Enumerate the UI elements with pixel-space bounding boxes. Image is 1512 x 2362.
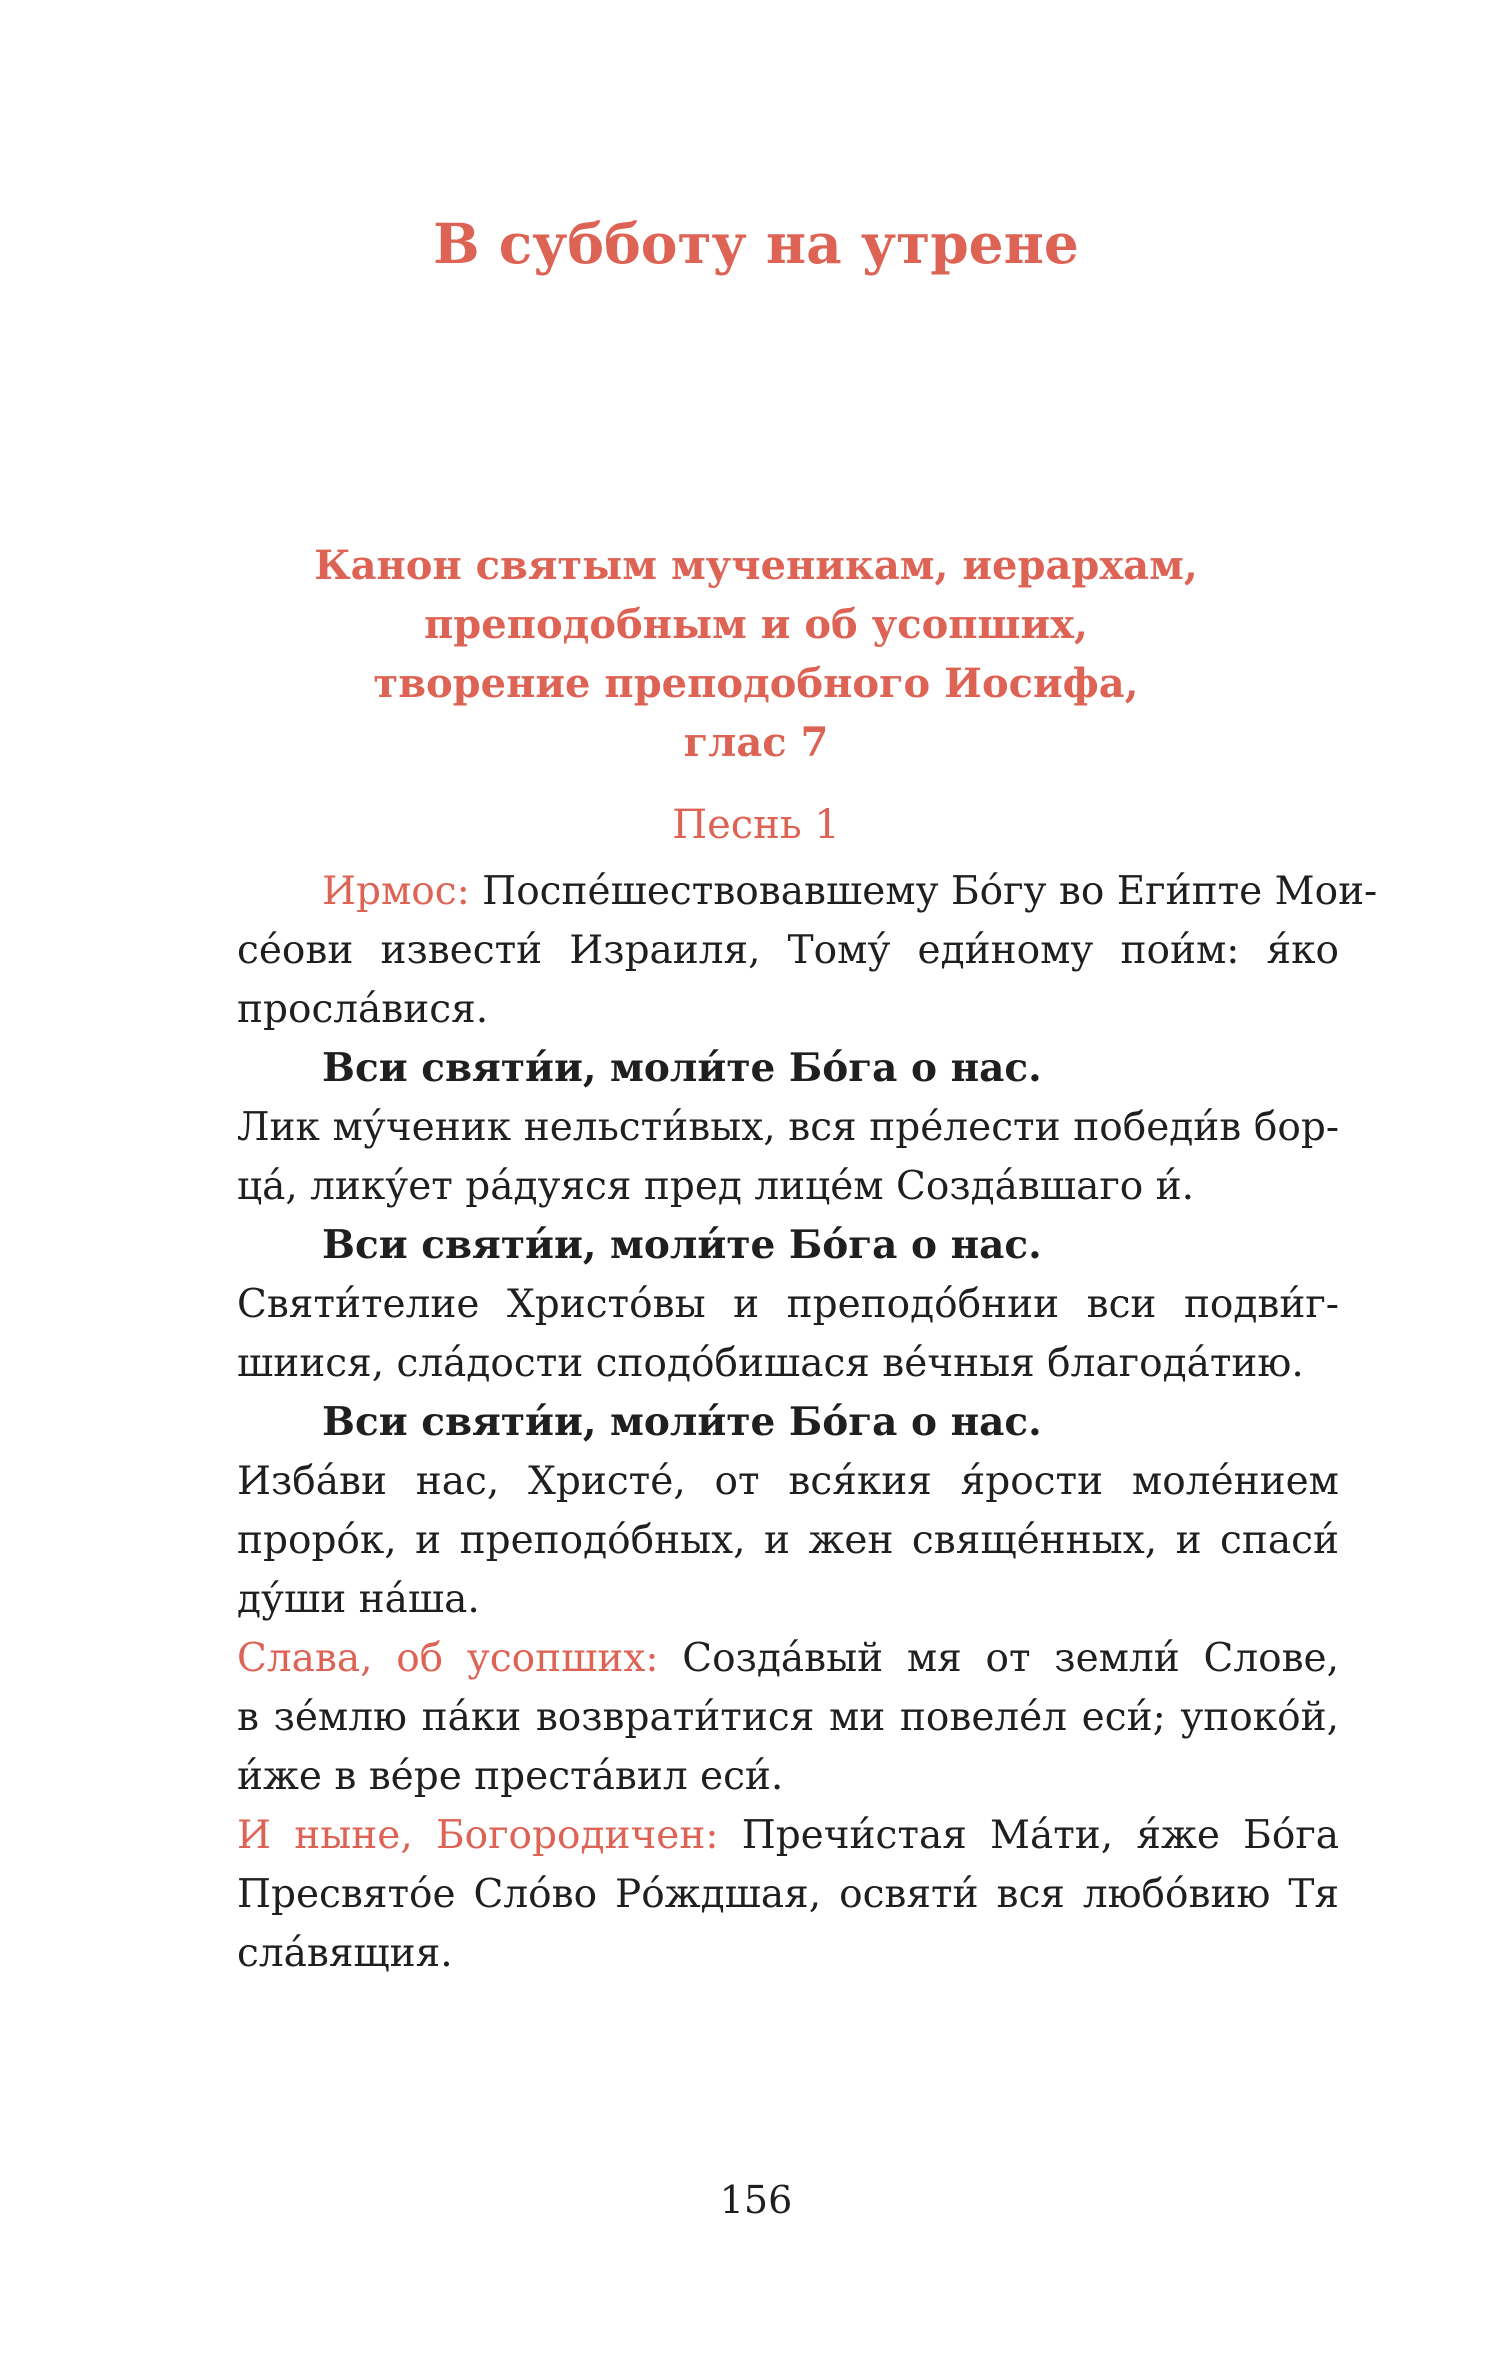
troparion-line: проро́к, и преподо́бных, и жен свяще́нных, и спаси́ — [237, 1518, 1339, 1563]
slava-line: и́же в ве́ре преста́вил еси́. — [237, 1754, 784, 1799]
canon-heading — [0, 536, 1512, 772]
refrain: Вси святи́и, моли́те Бо́га о нас. — [322, 1045, 1042, 1091]
page-number: 156 — [719, 2178, 793, 2222]
theotokion-label: И ныне, Богородичен: — [237, 1813, 719, 1858]
canon-heading-line: творение преподобного Иосифа, — [373, 660, 1139, 707]
troparion-line: Святи́телие Христо́вы и преподо́бнии вси подви́г- — [237, 1282, 1339, 1327]
refrain: Вси святи́и, моли́те Бо́га о нас. — [322, 1399, 1042, 1445]
troparion-line: Лик му́ченик нельсти́вых, вся пре́лести победи́в бор- — [237, 1105, 1339, 1150]
theotokion-line: сла́вящия. — [237, 1931, 453, 1976]
troparion-line: ду́ши на́ша. — [237, 1577, 480, 1622]
troparion-line: ца́, лику́ет ра́дуяся пред лице́м Созда́вшаго и́. — [237, 1164, 1195, 1209]
slava-text: Созда́вый мя от земли́ Слове, — [658, 1636, 1340, 1681]
troparion-line: Изба́ви нас, Христе́, от вся́кия я́рости моле́нием — [237, 1459, 1339, 1504]
song-title: Песнь 1 — [672, 802, 840, 848]
theotokion-line: Пресвято́е Сло́во Ро́ждшая, освяти́ вся любо́вию Тя — [237, 1872, 1339, 1917]
canon-text — [237, 862, 1378, 1983]
irmos-line — [237, 862, 1378, 921]
page-title: В субботу на утрене — [433, 211, 1079, 276]
troparion-line: шиися, сла́дости сподо́бишася ве́чныя благода́тию. — [237, 1341, 1304, 1386]
canon-heading-line: глас 7 — [683, 719, 829, 766]
irmos-line: се́ови извести́ Израиля, Тому́ еди́ному пои́м: я́ко — [237, 928, 1339, 973]
canon-heading-line: Канон святым мученикам, иерархам, — [314, 542, 1198, 589]
canon-heading-line: преподобным и об усопших, — [424, 601, 1088, 648]
slava-line — [237, 1629, 1339, 1688]
theotokion-text: Пречи́стая Ма́ти, я́же Бо́га — [718, 1813, 1340, 1858]
irmos-text: Поспе́шествовавшему Бо́гу во Еги́пте Мои- — [469, 869, 1378, 914]
slava-line: в зе́млю па́ки возврати́тися ми повеле́л еси́; упоко́й, — [237, 1695, 1339, 1740]
refrain: Вси святи́и, моли́те Бо́га о нас. — [322, 1222, 1042, 1268]
irmos-line: просла́вися. — [237, 987, 489, 1032]
theotokion-line — [237, 1806, 1339, 1865]
slava-label: Слава, об усопших: — [237, 1636, 659, 1681]
irmos-label: Ирмос: — [322, 869, 470, 914]
